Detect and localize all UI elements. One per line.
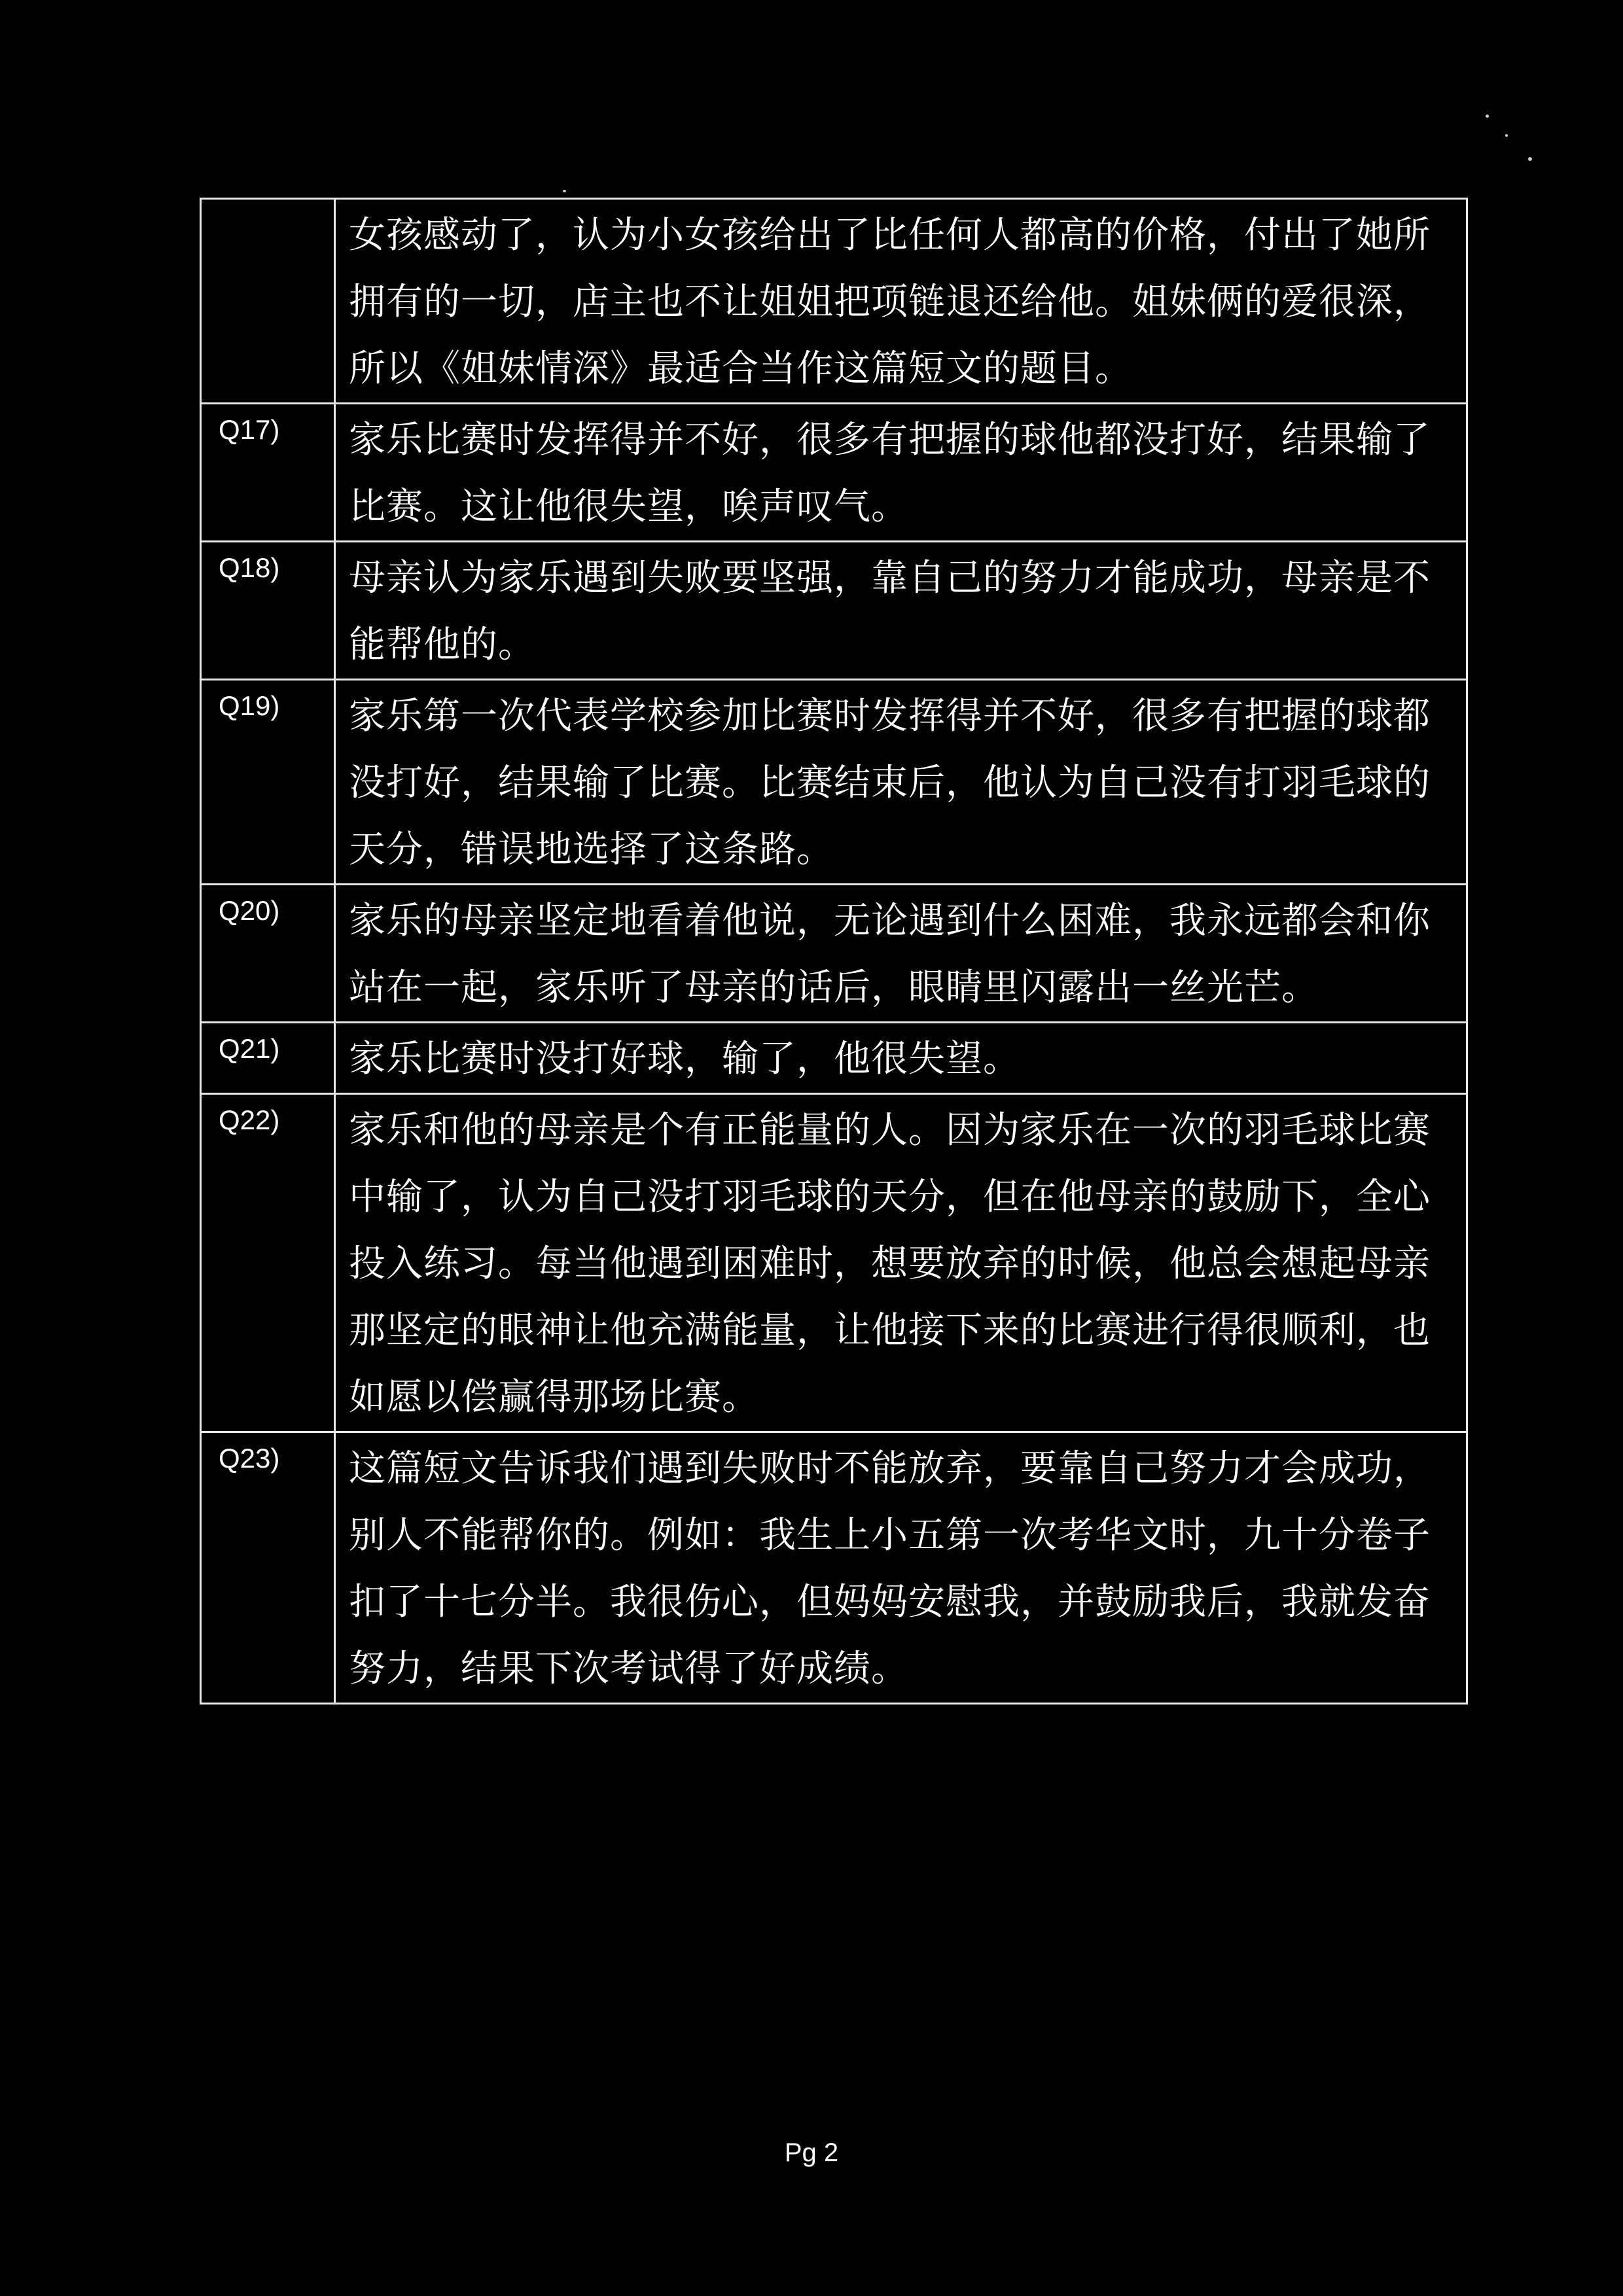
question-cell — [201, 199, 335, 404]
answer-cell — [335, 885, 1467, 1023]
answer-cell — [335, 1023, 1467, 1094]
answer-text: 家乐比赛时没打好球，输了，他很失望。 — [349, 1038, 1020, 1080]
question-cell — [201, 1094, 335, 1432]
question-cell — [201, 680, 335, 885]
question-label: Q20) — [219, 895, 280, 926]
question-cell — [201, 404, 335, 542]
page-number: Pg 2 — [784, 2138, 839, 2167]
question-label: Q17) — [219, 414, 280, 445]
question-label: Q21) — [219, 1033, 280, 1064]
table-row — [201, 404, 1467, 542]
answer-text: 家乐第一次代表学校参加比赛时发挥得并不好，很多有把握的球都没打好，结果输了比赛。比赛结束后，他认为自己没有打羽毛球的天分，错误地选择了这条路。 — [349, 695, 1431, 871]
question-label — [202, 200, 334, 209]
answer-cell — [335, 404, 1467, 542]
table-row — [201, 199, 1467, 404]
question-label: Q23) — [219, 1443, 280, 1474]
scan-speck — [1486, 115, 1489, 118]
table-row — [201, 542, 1467, 680]
answer-text: 家乐的母亲坚定地看着他说，无论遇到什么困难，我永远都会和你站在一起，家乐听了母亲的话后，眼睛里闪露出一丝光芒。 — [349, 900, 1431, 1009]
answer-table — [200, 198, 1468, 1704]
table-row — [201, 1094, 1467, 1432]
table-row — [201, 1023, 1467, 1094]
scan-speck — [563, 190, 566, 192]
answer-text: 家乐和他的母亲是个有正能量的人。因为家乐在一次的羽毛球比赛中输了，认为自己没打羽毛球的天分，但在他母亲的鼓励下，全心投入练习。每当他遇到困难时，想要放弃的时候，他总会想起母亲那坚定的眼神让他充满能量，让他接下来的比赛进行得很顺利，也如愿以偿赢得那场比赛。 — [349, 1109, 1431, 1419]
table-row — [201, 1432, 1467, 1704]
answer-text: 女孩感动了，认为小女孩给出了比任何人都高的价格，付出了她所拥有的一切，店主也不让姐姐把项链退还给他。姐妹俩的爱很深，所以《姐妹情深》最适合当作这篇短文的题目。 — [349, 214, 1431, 390]
question-label: Q18) — [219, 552, 280, 583]
question-cell — [201, 1432, 335, 1704]
answer-text: 这篇短文告诉我们遇到失败时不能放弃，要靠自己努力才会成功，别人不能帮你的。例如：我生上小五第一次考华文时，九十分卷子扣了十七分半。我很伤心，但妈妈安慰我，并鼓励我后，我就发奋努力，结果下次考试得了好成绩。 — [349, 1447, 1431, 1690]
answer-cell — [335, 542, 1467, 680]
table-row — [201, 680, 1467, 885]
scan-speck — [1505, 134, 1508, 137]
question-cell — [201, 542, 335, 680]
answer-text: 家乐比赛时发挥得并不好，很多有把握的球他都没打好，结果输了比赛。这让他很失望，唉声叹气。 — [349, 419, 1431, 528]
answer-text: 母亲认为家乐遇到失败要坚强，靠自己的努力才能成功，母亲是不能帮他的。 — [349, 557, 1431, 666]
question-cell — [201, 1023, 335, 1094]
table-row — [201, 885, 1467, 1023]
answer-cell — [335, 199, 1467, 404]
answer-cell — [335, 1432, 1467, 1704]
question-label: Q19) — [219, 690, 280, 721]
answer-cell — [335, 1094, 1467, 1432]
answer-cell — [335, 680, 1467, 885]
scan-speck — [1528, 157, 1532, 161]
question-cell — [201, 885, 335, 1023]
question-label: Q22) — [219, 1104, 280, 1135]
